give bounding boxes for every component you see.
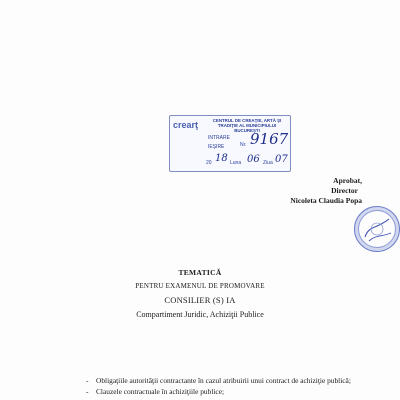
topic-list [86, 375, 386, 397]
list-item-text: Obligaţiile autorităţii contractante în cazul atribuirii unui contract de achiziţie publică; [96, 376, 351, 385]
title-block [0, 268, 400, 319]
department-name: Compartiment Juridic, Achiziţii Publice [136, 310, 264, 319]
approval-label: Aprobat, [333, 176, 362, 185]
bullet-dash: - [86, 376, 89, 385]
stamp-month-label: Luna [230, 160, 242, 166]
stamp-registration-number: 9167 [250, 130, 289, 148]
approver-name: Nicoleta Claudia Popa [290, 196, 362, 205]
list-item [86, 375, 386, 386]
approver-title: Director [331, 186, 358, 195]
stamp-exit-label: IEŞIRE [208, 144, 225, 150]
seal-center-ring [371, 223, 383, 235]
stamp-number-label: Nr. [240, 142, 247, 148]
stamp-entry-label: INTRARE [208, 135, 230, 141]
approval-block [290, 176, 362, 206]
stamp-day-label: Ziua [263, 160, 273, 166]
registration-stamp [169, 115, 291, 172]
list-item-text: Clauzele contractuale în achiziţiile publice; [96, 387, 225, 396]
stamp-logo: crearţ [173, 120, 199, 130]
document-heading: TEMATICĂ [178, 268, 222, 277]
signature-stroke [365, 219, 389, 237]
position-title: CONSILIER (S) IA [164, 295, 236, 305]
seal-graphic [355, 207, 399, 251]
bullet-dash: - [86, 387, 89, 396]
stamp-organization: CENTRUL DE CREAŢIE, ARTĂ ŞI TRADIŢIE AL MUNICIPIULUI BUCUREŞTI [212, 118, 282, 133]
list-item [86, 386, 386, 397]
document-subheading: PENTRU EXAMENUL DE PROMOVARE [135, 282, 265, 290]
stamp-month-value: 06 [247, 154, 260, 165]
stamp-year-prefix: 20 [206, 160, 212, 166]
round-seal [354, 206, 400, 252]
stamp-day-value: 07 [275, 154, 288, 165]
stamp-year-suffix: 18 [215, 153, 228, 164]
